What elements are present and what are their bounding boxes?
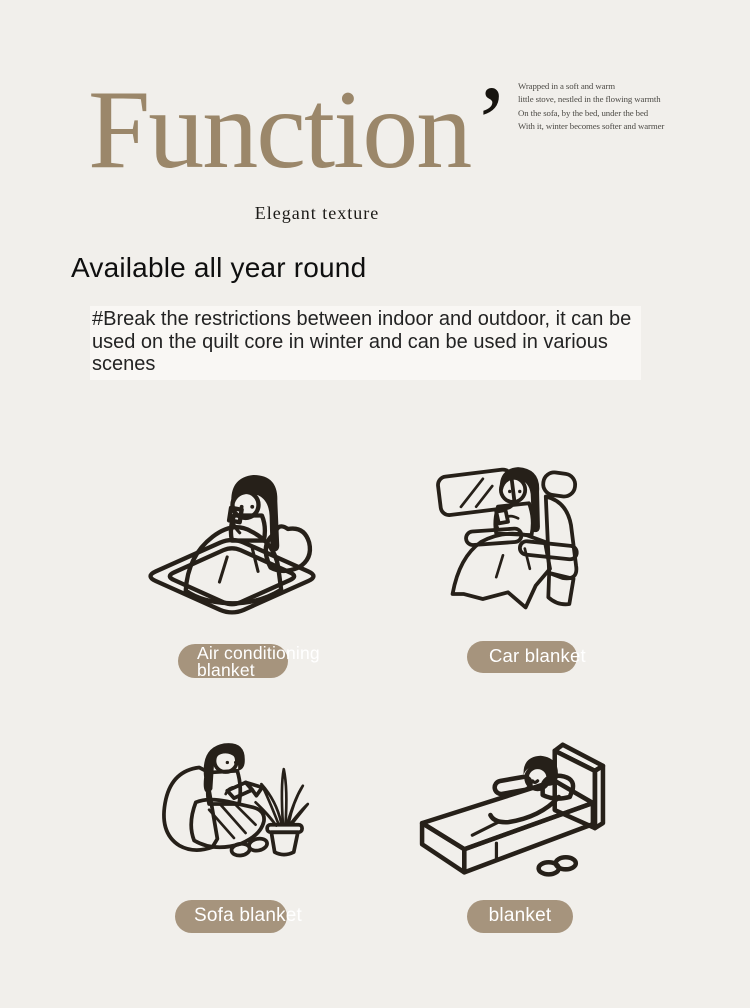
slipper (556, 857, 576, 869)
tagline-line: little stove, nestled in the flowing warmth (518, 94, 661, 105)
section-description: #Break the restrictions between indoor and outdoor, it can be used on the quilt core in winter and can be used in various scenes (90, 306, 641, 380)
tagline-line: On the sofa, by the bed, under the bed (518, 107, 649, 118)
sleeper-closed-eye (533, 781, 538, 783)
page-title-text: Function (88, 68, 471, 192)
girl-eye (226, 761, 229, 764)
bed-blanket-illustration (406, 722, 612, 884)
scene-label-bed: blanket (488, 905, 552, 926)
headboard-top (555, 745, 603, 771)
blanket-fold (525, 549, 530, 569)
tagline (518, 80, 678, 134)
scene-label-sofa: Sofa blanket (194, 905, 303, 926)
sofa-blanket-illustration (146, 716, 312, 882)
blanket-fold (472, 822, 498, 835)
subtitle: Elegant texture (254, 203, 380, 223)
girl-eye (508, 490, 511, 493)
scene-sofa-blanket (146, 716, 312, 887)
air-conditioning-blanket-illustration (132, 448, 332, 636)
girl-arm (497, 518, 498, 528)
girl-eye (518, 490, 521, 493)
plant-pot (271, 832, 298, 854)
scene-bed-blanket (406, 722, 612, 889)
section-heading: Available all year round (71, 252, 367, 283)
tagline-line: Wrapped in a soft and warm (518, 81, 615, 91)
mattress-left (422, 823, 464, 872)
scene-air-conditioning-blanket (132, 448, 332, 641)
blanket-fold (219, 557, 227, 582)
plant-leaf (282, 769, 286, 825)
girl-eye (250, 505, 254, 509)
girl-eye (234, 761, 237, 764)
page-title (88, 65, 509, 192)
headrest (542, 471, 577, 498)
seat-step (548, 573, 573, 604)
title-apostrophe: ’ (474, 65, 509, 180)
scene-car-blanket (424, 446, 592, 631)
blanket-fold (496, 555, 503, 577)
tagline-line: With it, winter becomes softer and warmer (518, 121, 665, 132)
girl-arm (508, 516, 518, 518)
scene-label-car: Car blanket (489, 645, 586, 666)
car-blanket-illustration (424, 446, 592, 626)
scene-label-air-conditioning: Air conditioning blanket (197, 643, 320, 680)
